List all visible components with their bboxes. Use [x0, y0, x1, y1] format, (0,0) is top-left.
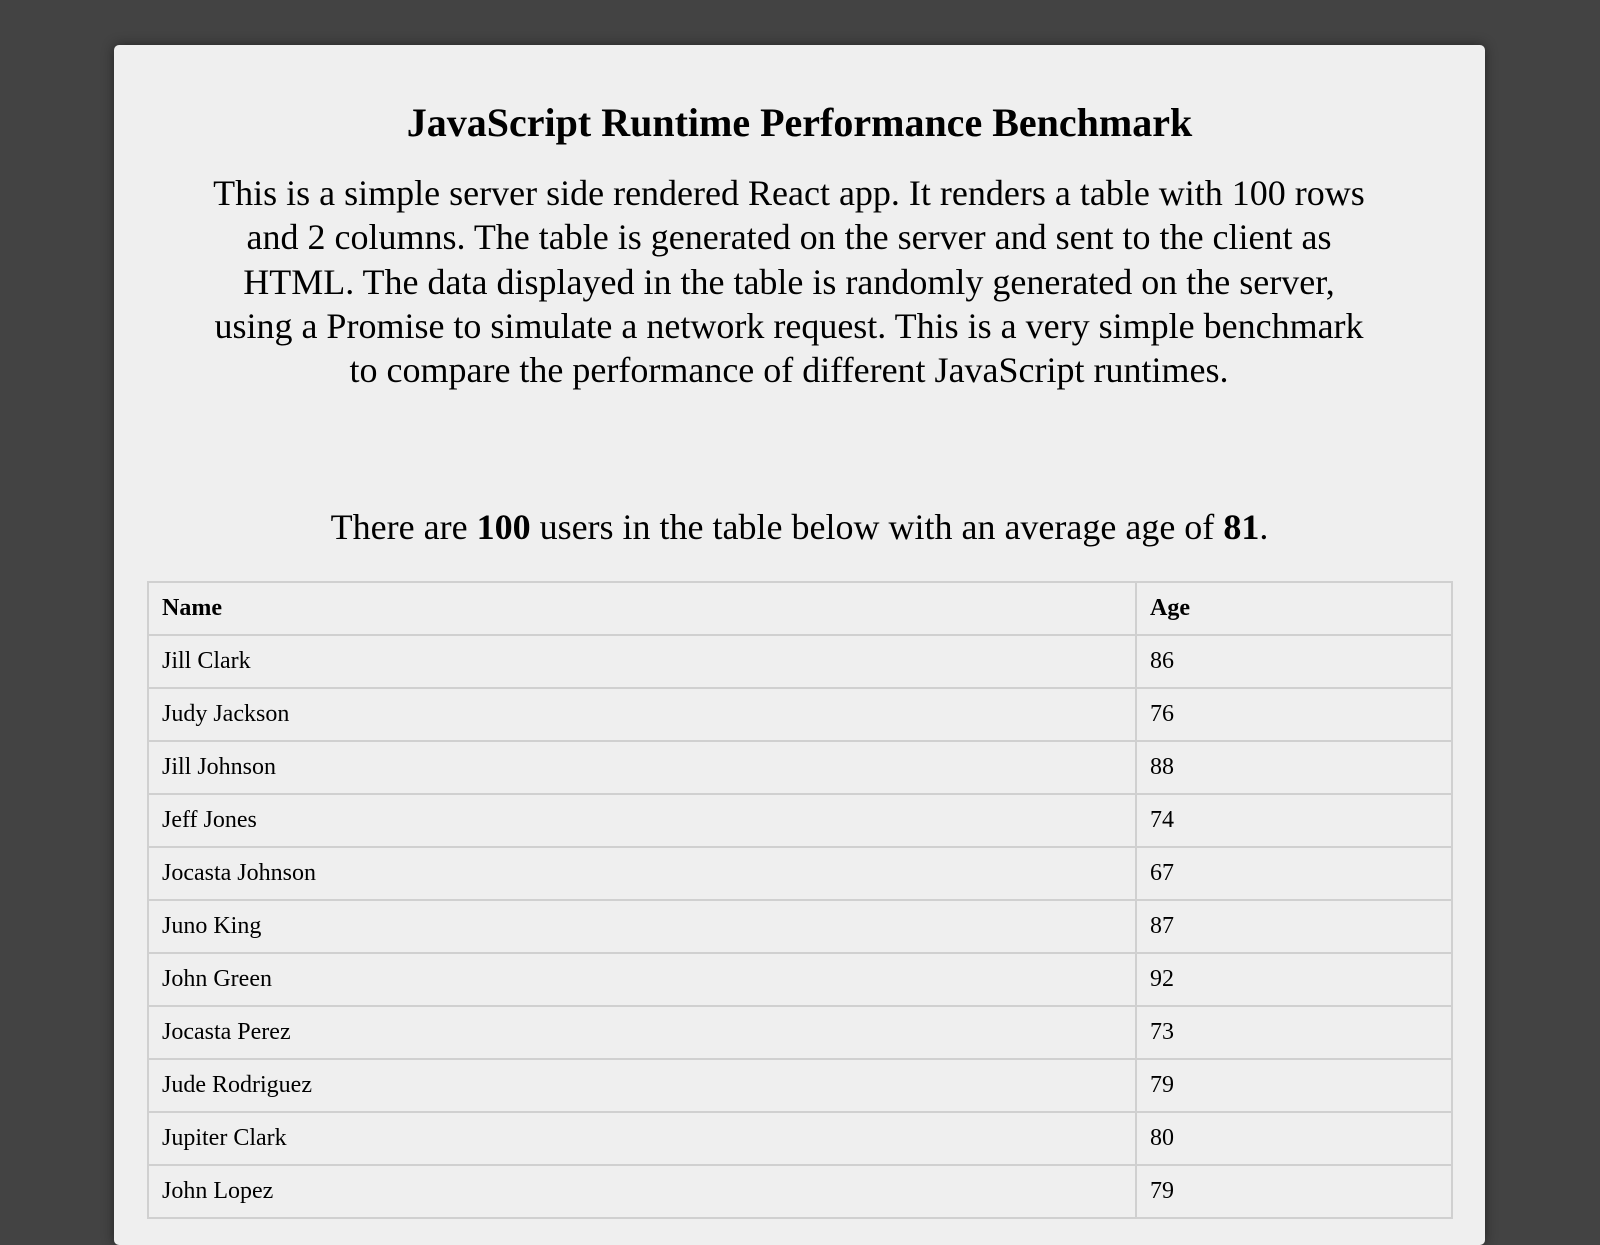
name-column-header: Name [148, 582, 1136, 635]
table-row [148, 1112, 1452, 1165]
user-name-cell: Jude Rodriguez [148, 1059, 1136, 1112]
summary-prefix: There are [330, 507, 477, 547]
user-age-cell: 80 [1136, 1112, 1452, 1165]
user-age-cell: 87 [1136, 900, 1452, 953]
user-age-cell: 92 [1136, 953, 1452, 1006]
table-row [148, 900, 1452, 953]
user-name-cell: Jill Johnson [148, 741, 1136, 794]
summary-suffix: . [1259, 507, 1269, 547]
average-age: 81 [1223, 507, 1260, 547]
age-column-header: Age [1136, 582, 1452, 635]
user-age-cell: 79 [1136, 1165, 1452, 1218]
user-name-cell: Jocasta Johnson [148, 847, 1136, 900]
user-age-cell: 67 [1136, 847, 1452, 900]
user-name-cell: Juno King [148, 900, 1136, 953]
table-row [148, 1059, 1452, 1112]
user-count: 100 [476, 507, 531, 547]
table-row [148, 635, 1452, 688]
page-title: JavaScript Runtime Performance Benchmark [406, 100, 1193, 145]
table-row [148, 741, 1452, 794]
table-row [148, 1165, 1452, 1218]
table-row [148, 953, 1452, 1006]
user-name-cell: John Lopez [148, 1165, 1136, 1218]
user-age-cell: 76 [1136, 688, 1452, 741]
table-body [148, 635, 1452, 1218]
summary-text [114, 505, 1485, 549]
table-row [148, 847, 1452, 900]
user-age-cell: 79 [1136, 1059, 1452, 1112]
table-row [148, 1006, 1452, 1059]
user-age-cell: 74 [1136, 794, 1452, 847]
table-row [148, 688, 1452, 741]
table-row [148, 794, 1452, 847]
user-name-cell: Jeff Jones [148, 794, 1136, 847]
user-age-cell: 88 [1136, 741, 1452, 794]
summary-middle: users in the table below with an average age of [530, 507, 1224, 547]
user-name-cell: Judy Jackson [148, 688, 1136, 741]
users-table [147, 581, 1453, 1219]
table-header-row [148, 582, 1452, 635]
user-name-cell: Jocasta Perez [148, 1006, 1136, 1059]
user-name-cell: John Green [148, 953, 1136, 1006]
user-age-cell: 86 [1136, 635, 1452, 688]
content-card [114, 45, 1485, 1245]
intro-paragraph: This is a simple server side rendered React app. It renders a table with 100 rows and 2 columns. The table is generated on the server and sent to the client as HTML. The data displayed in the table is randomly generated on the server, using a Promise to simulate a network request. This is a very simple benchmark to compare the performance of different JavaScript runtimes. [213, 173, 1365, 391]
user-age-cell: 73 [1136, 1006, 1452, 1059]
user-name-cell: Jupiter Clark [148, 1112, 1136, 1165]
user-name-cell: Jill Clark [148, 635, 1136, 688]
